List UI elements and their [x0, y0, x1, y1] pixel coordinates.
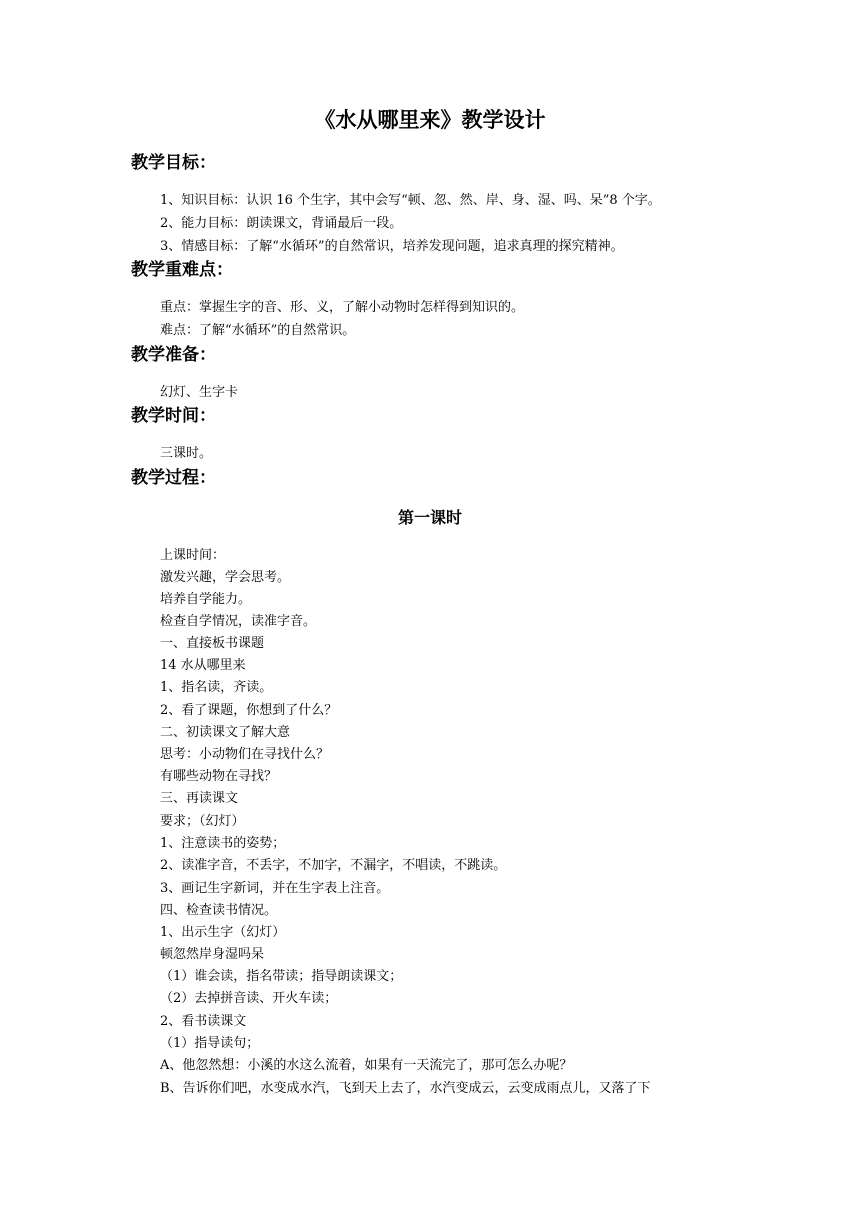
lesson-line: 要求；（幻灯）: [160, 814, 245, 829]
lesson-line: 14 水从哪里来: [160, 658, 246, 673]
lesson-line: 3、画记生字新词，并在生字表上注音。: [160, 881, 390, 896]
lesson-line: 1、指名读，齐读。: [160, 680, 273, 695]
key-point-item: 重点：掌握生字的音、形、义，了解小动物时怎样得到知识的。: [160, 300, 525, 315]
lesson-line: 培养自学能力。: [160, 592, 252, 607]
heading-goals: 教学目标：: [131, 153, 216, 173]
heading-process: 教学过程：: [131, 468, 216, 488]
lesson-line: 激发兴趣，学会思考。: [160, 570, 291, 585]
lesson-line: B、告诉你们吧，水变成水汽，飞到天上去了，水汽变成云，云变成雨点儿，又落了下: [160, 1081, 651, 1096]
lesson-line: 四、检查读书情况。: [160, 903, 278, 918]
lesson-line: 2、看书读课文: [160, 1014, 247, 1029]
lesson-line: 1、出示生字（幻灯）: [160, 925, 286, 940]
heading-key-points: 教学重难点：: [131, 260, 233, 280]
lesson-line: （2）去掉拼音读、开火车读；: [160, 991, 338, 1006]
lesson-line: 顿忽然岸身湿吗呆: [160, 947, 265, 962]
lesson-line: A、他忽然想：小溪的水这么流着，如果有一天流完了，那可怎么办呢？: [160, 1058, 573, 1073]
heading-preparation: 教学准备：: [131, 345, 216, 365]
lesson-line: 检查自学情况，读准字音。: [160, 614, 317, 629]
goal-item: 2、能力目标：朗读课文，背诵最后一段。: [160, 216, 403, 231]
goal-item: 3、情感目标：了解“水循环”的自然常识，培养发现问题，追求真理的探究精神。: [160, 239, 624, 254]
lesson-line: 二、初读课文了解大意: [160, 725, 291, 740]
lesson-line: 上课时间：: [160, 548, 226, 563]
heading-time: 教学时间：: [131, 406, 216, 426]
time-item: 三课时。: [160, 446, 213, 461]
key-point-item: 难点：了解“水循环”的自然常识。: [160, 323, 356, 338]
lesson-line: （1）指导读句；: [160, 1036, 260, 1051]
lesson-line: 2、看了课题，你想到了什么？: [160, 703, 338, 718]
document-title: 《水从哪里来》教学设计: [314, 108, 546, 132]
lesson-line: 有哪些动物在寻找？: [160, 769, 278, 784]
lesson-line: 2、读准字音，不丢字，不加字，不漏字，不唱读，不跳读。: [160, 858, 507, 873]
lesson-line: 一、直接板书课题: [160, 636, 265, 651]
lesson-line: 1、注意读书的姿势；: [160, 836, 286, 851]
goal-item: 1、知识目标：认识 16 个生字，其中会写“顿、忽、然、岸、身、湿、吗、呆”8 个字。: [160, 193, 661, 208]
lesson-line: （1）谁会读，指名带读；指导朗读课文；: [160, 969, 403, 984]
lesson-line: 三、再读课文: [160, 791, 239, 806]
lesson-title: 第一课时: [397, 508, 462, 527]
preparation-item: 幻灯、生字卡: [160, 385, 239, 400]
lesson-line: 思考：小动物们在寻找什么？: [160, 747, 330, 762]
